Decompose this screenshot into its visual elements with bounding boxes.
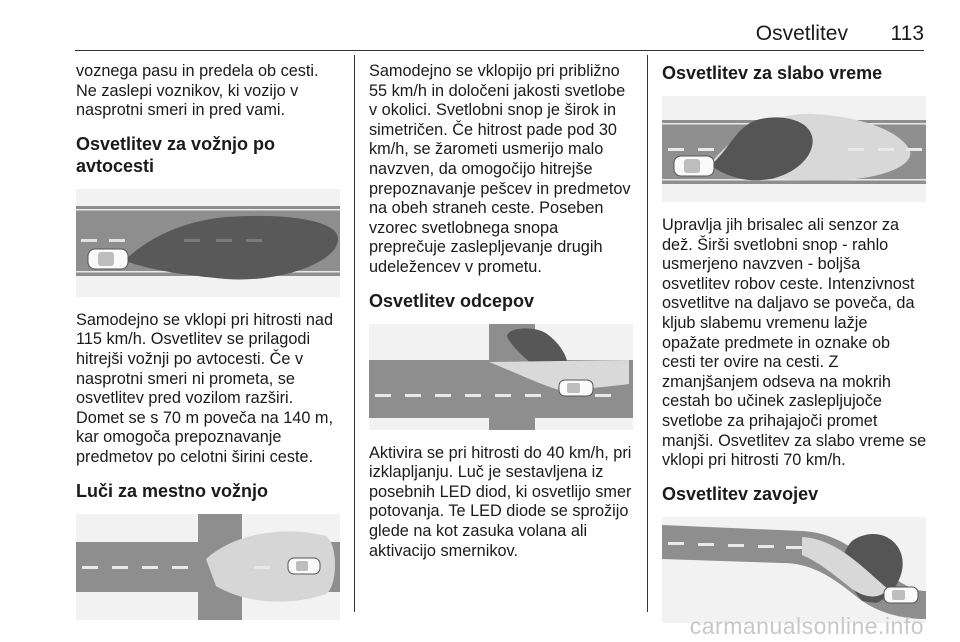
page-number: 113 [890,22,924,45]
car-icon [288,558,320,574]
section-heading-cornering: Osvetlitev zavojev [662,483,819,504]
column-divider-2 [647,55,648,612]
page-header [0,0,960,52]
car-icon [884,587,918,603]
paragraph: Samodejno se vklopi pri hitrosti nad 115 km/h. Osvetlitev se prilagodi hitrejši vožnji po avtocesti. Če v nasprotni smeri ni prometa, se osvetlitev pred vozilom razširi. Domet se s 70 m poveča na 140 m, kar omogoča prepoznavanje predmetov po celotni širini ceste. [76,310,334,466]
paragraph: voznega pasu in predela ob cesti. Ne zaslepi voznikov, ki vozijo v nasprotni smeri in pred vami. [76,62,319,120]
section-heading-junction: Osvetlitev odcepov [369,290,535,311]
car-icon [88,249,128,269]
figure-junction-light [369,324,633,430]
column-3 [662,62,928,637]
paragraph: Samodejno se vklopijo pri približno 55 km/h in določeni jakosti svetlobe v okolici. Svetlobni snop je širok in simetričen. Če hitrost pade pod 30 km/h, se žarometi usmerijo malo navzven, da omogočijo hitrejše prepoznavanje pešcev in predmetov na obeh straneh ceste. Poseben vzorec svetlobnega snopa preprečuje zaslepljevanje drugih udeležencev v prometu. [369,62,631,276]
watermark: carmanualsonline.info [689,613,924,639]
car-icon [559,380,593,396]
running-title: Osvetlitev [755,22,848,45]
figure-motorway-light [76,189,340,297]
section-heading-motorway: Osvetlitev za vožnjo po avtocesti [76,133,276,176]
column-2 [369,62,637,573]
figure-bad-weather-light [662,96,926,202]
paragraph: Upravlja jih brisalec ali senzor za dež. Širši svetlobni snop - rahlo usmerjeno navzven - boljša osvetlitev robov ceste. Intenzivnost osvetlitve na daljavo se poveča, da kljub slabemu vremenu lažje opažate predmete in oznake ob cesti ter ovire na cesti. Z zmanjšanjem odseva na mokrih cestah bo učinek zaslepljujoče svetlobe za prihajajoči promet manjši. Osvetlitev za slabo vreme se vklopi pri hitrosti 70 km/h. [662,216,927,470]
column-divider-1 [354,55,355,612]
paragraph: Aktivira se pri hitrosti do 40 km/h, pri izklapljanju. Luč je sestavljena iz posebnih LED diod, ki osvetlijo smer potovanja. Te LED diode se sprožijo glede na kot zasuka volana ali aktivacijo smernikov. [369,443,632,560]
column-1 [76,62,342,634]
figure-cornering-light [662,517,926,623]
car-icon [674,156,714,176]
header-rule [75,50,924,51]
section-heading-city: Luči za mestno vožnjo [76,480,269,501]
section-heading-bad-weather: Osvetlitev za slabo vreme [662,63,883,83]
figure-city-light [76,514,340,620]
